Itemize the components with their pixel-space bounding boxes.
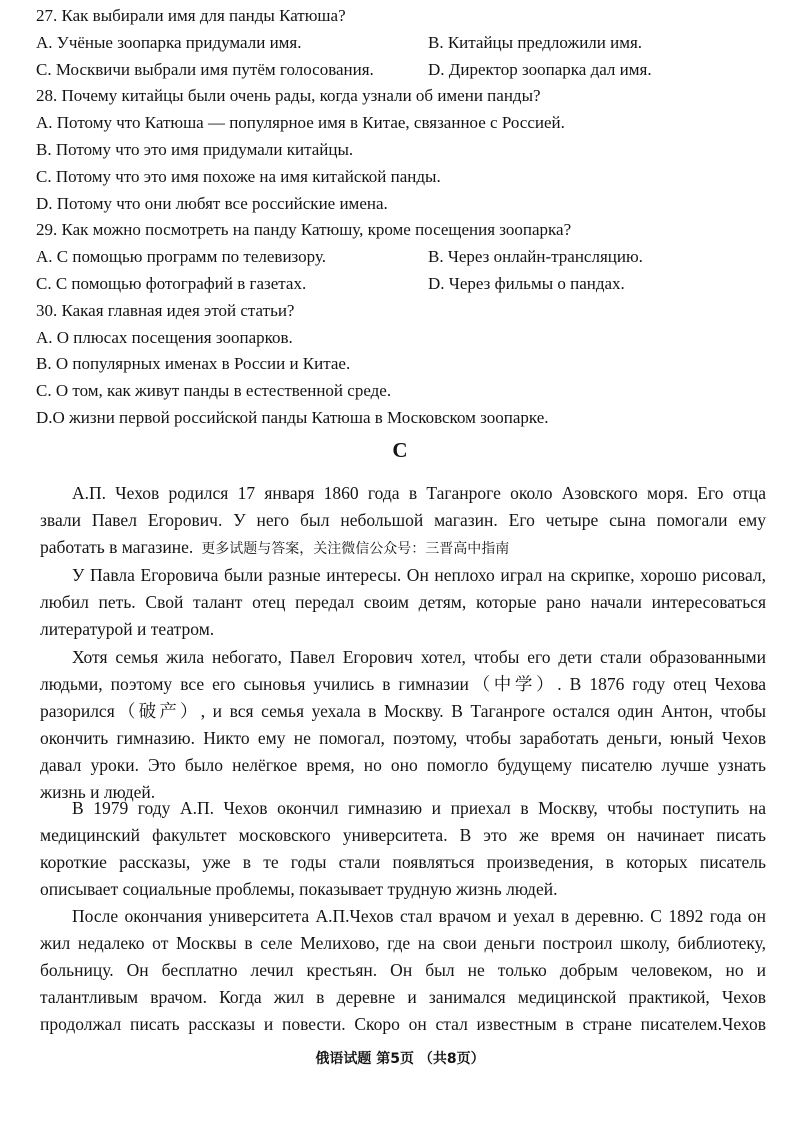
option-row: [36, 381, 776, 401]
passage-text: После окончания университета А.П.Чехов стал врачом и уехал в деревню. С 1892 года он: [72, 906, 766, 926]
answer-option: C. Потому что это имя похоже на имя китайской панды.: [36, 166, 441, 186]
passage-line: [40, 536, 766, 560]
option-row: [36, 167, 776, 187]
passage-text: Хотя семья жила небогато, Павел Егорович хотел, чтобы его дети стали образованными: [72, 647, 766, 667]
passage-text: описывает социальные проблемы, показывает трудную жизнь людей.: [40, 879, 558, 899]
passage-text: талантливым врачом. Когда жил в деревне и занимался медицинской практикой, Чехов: [40, 987, 766, 1007]
page-footer: 俄语试题 第5页 （共8页）: [315, 1051, 485, 1067]
passage-text: любил петь. Свой талант отец передал своим детям, которые рано начали интересоваться: [40, 592, 766, 612]
passage-text: В 1979 году А.П. Чехов окончил гимназию и приехал в Москву, чтобы поступить на: [72, 798, 766, 818]
option-row: [36, 33, 776, 53]
passage-text: медицинский факультет московского университета. В это же время он начинает писать: [40, 825, 766, 845]
passage-text: жил недалеко от Москвы в селе Мелихово, где на свои деньги построил школу, библиотеку,: [40, 933, 766, 953]
option-row: [36, 247, 776, 267]
passage-line: [40, 700, 766, 722]
passage-text: звали Павел Егорович. У него был небольшой магазин. Его четыре сына помогали ему: [40, 510, 766, 530]
answer-option: B. Китайцы предложили имя.: [428, 32, 643, 52]
answer-option: D.О жизни первой российской панды Катюша в Московском зоопарке.: [36, 408, 549, 427]
passage-line: [72, 905, 766, 927]
passage-text: жизнь и людей.: [40, 782, 156, 802]
passage-line: [40, 851, 766, 873]
answer-option: B. О популярных именах в России и Китае.: [36, 354, 351, 374]
passage-text: У Павла Егоровича были разные интересы. Он неплохо играл на скрипке, хорошо рисовал,: [72, 565, 766, 585]
option-row: [36, 408, 776, 428]
watermark-note: 更多试题与答案，关注微信公众号：三晋高中指南: [201, 541, 510, 557]
passage-line: [40, 932, 766, 954]
answer-option: C. С помощью фотографий в газетах.: [36, 274, 307, 293]
option-row: [36, 140, 776, 160]
answer-option: D. Через фильмы о пандах.: [428, 274, 625, 293]
answer-option: A. Потому что Катюша — популярное имя в Китае, связанное с Россией.: [36, 113, 565, 133]
option-row: [36, 113, 776, 133]
passage-line: [40, 754, 766, 776]
passage-text: работать в магазине.: [40, 537, 194, 557]
answer-option: A. С помощью программ по телевизору.: [36, 247, 326, 267]
question-line: [36, 6, 776, 26]
passage-line: [72, 482, 766, 504]
section-heading: C: [392, 438, 408, 462]
passage-line: [40, 959, 766, 981]
answer-option: A. О плюсах посещения зоопарков.: [36, 327, 293, 347]
answer-option: C. О том, как живут панды в естественной среде.: [36, 381, 392, 401]
answer-option: A. Учёные зоопарка придумали имя.: [36, 32, 302, 52]
question-line: [36, 220, 776, 240]
passage-line: [40, 1013, 766, 1035]
answer-option: D. Потому что они любят все российские имена.: [36, 193, 388, 213]
passage-line: [72, 564, 766, 586]
question-text: 30. Какая главная идея этой статьи?: [36, 300, 295, 320]
passage-line: [40, 878, 766, 900]
passage-text: разорился（破产）, и вся семья уехала в Москву. В Таганроге остался один Антон, чтобы: [40, 701, 766, 721]
question-text: 27. Как выбирали имя для панды Катюша?: [36, 6, 346, 25]
question-text: 28. Почему китайцы были очень рады, когда узнали об имени панды?: [36, 86, 541, 106]
passage-line: [40, 591, 766, 613]
question-line: [36, 86, 776, 106]
passage-line: [40, 824, 766, 846]
passage-text: короткие рассказы, уже в те годы стали появляться произведения, в которых писатель: [40, 852, 766, 872]
passage-line: [40, 509, 766, 531]
passage-text: людьми, поэтому все его сыновья учились в гимназии（中学）. В 1876 году отец Чехова: [40, 674, 766, 694]
answer-option: B. Потому что это имя придумали китайцы.: [36, 140, 354, 159]
answer-option: C. Москвичи выбрали имя путём голосования.: [36, 59, 374, 79]
answer-option: B. Через онлайн-трансляцию.: [428, 247, 643, 267]
question-text: 29. Как можно посмотреть на панду Катюшу, кроме посещения зоопарка?: [36, 220, 572, 240]
passage-text: больницу. Он бесплатно лечил крестьян. Он был не только добрым человеком, но и: [40, 960, 766, 980]
passage-text: литературой и театром.: [40, 619, 215, 639]
answer-option: D. Директор зоопарка дал имя.: [428, 59, 652, 79]
option-row: [36, 274, 776, 294]
passage-text: давал уроки. Это было нелёгкое время, но оно помогло будущему писателю лучше узнать: [40, 755, 766, 775]
passage-line: [40, 986, 766, 1008]
option-row: [36, 328, 776, 348]
passage-line: [40, 673, 766, 695]
option-row: [36, 60, 776, 80]
option-row: [36, 194, 776, 214]
passage-text: окончить гимназию. Никто ему не помогал, поэтому, чтобы заработать деньги, юный Чехов: [40, 728, 766, 748]
option-row: [36, 354, 776, 374]
passage-line: [40, 618, 766, 640]
passage-line: [40, 727, 766, 749]
passage-text: А.П. Чехов родился 17 января 1860 года в Таганроге около Азовского моря. Его отца: [72, 483, 766, 503]
question-line: [36, 301, 776, 321]
passage-line: [72, 646, 766, 668]
passage-text: продолжал писать рассказы и повести. Скоро он стал известным в стране писателем.Чехов: [40, 1014, 766, 1034]
passage-line: [72, 797, 766, 819]
